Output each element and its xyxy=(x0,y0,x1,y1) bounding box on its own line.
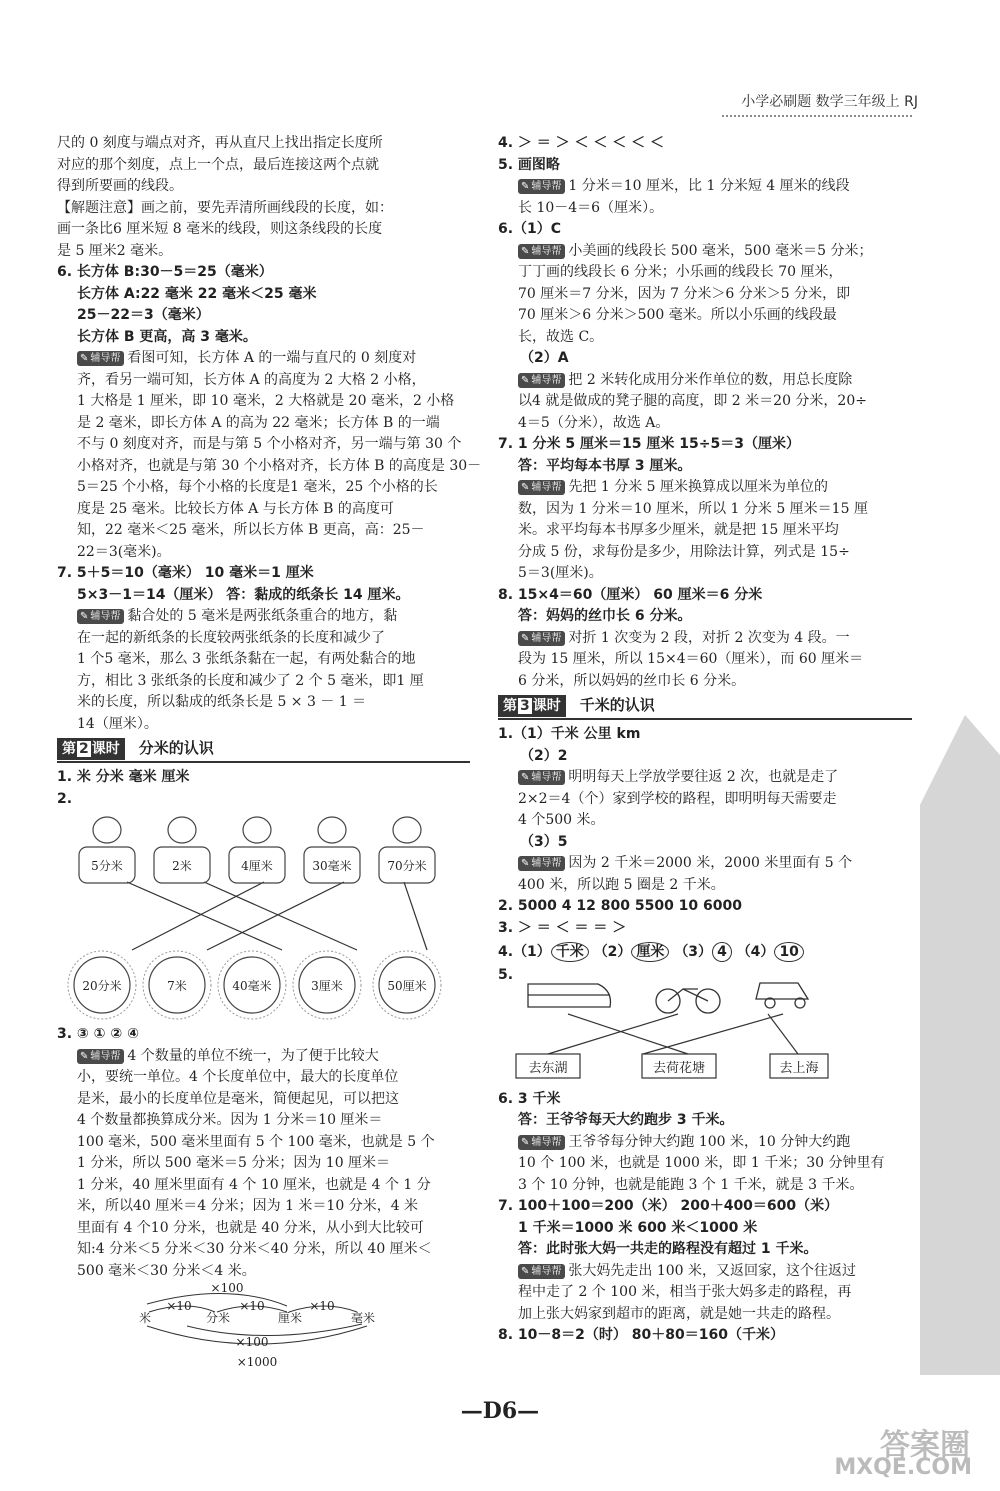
factor-label: ×10 xyxy=(309,1299,335,1313)
intro-paragraph xyxy=(57,133,470,262)
help-text: 6 分米，所以妈妈的丝巾长 6 分米。 xyxy=(518,672,746,689)
help-text: 1 分米，所以 500 毫米＝5 分米；因为 10 厘米＝ xyxy=(77,1155,391,1171)
help-text: 4 个数量都换算成分米。因为 1 分米＝10 厘米＝ xyxy=(77,1112,383,1128)
bee-card-label: 4厘米 xyxy=(241,859,273,873)
help-text: 5＝25 个小格，每个小格的长度是1 毫米，25 个小格的长 xyxy=(77,479,438,495)
lesson-tag: 第 3 课时 xyxy=(498,695,566,717)
circled-answer: 千米 xyxy=(551,942,589,962)
bee-card-label: 30毫米 xyxy=(312,859,352,873)
answer-line: 1 千米＝1000 米 600 米＜1000 米 xyxy=(518,1219,758,1236)
answer-line: 1.（1）千米 公里 km xyxy=(498,726,641,742)
help-text: 明明每天上学放学要往返 2 次，也就是走了 xyxy=(568,769,839,785)
car-icon xyxy=(756,983,808,999)
answer-line: 5. 画图略 xyxy=(498,156,560,173)
answer-line: 7. 100＋100＝200（米） 200＋400＝600（米） xyxy=(498,1198,839,1214)
help-text: 1 分米，40 厘米里面有 4 个 10 厘米，也就是 4 个 1 分 xyxy=(77,1176,431,1193)
help-text: 看图可知，长方体 A 的一端与直尺的 0 刻度对 xyxy=(127,350,417,366)
factor-label: ×10 xyxy=(166,1299,192,1313)
help-text: 方，相比 3 张纸条的长度和减少了 2 个 5 毫米，即1 厘 xyxy=(77,672,424,689)
section-header-lesson-3 xyxy=(498,694,912,720)
question-3 xyxy=(57,1024,470,1282)
answer-line: （3）5 xyxy=(520,833,568,850)
help-text: 王爷爷每分钟大约跑 100 米，10 分钟大约跑 xyxy=(568,1133,851,1150)
help-text: 在一起的新纸条的长度较两张纸条的长度和减少了 xyxy=(77,629,385,646)
help-text: 400 米，所以跑 5 圈是 2 千米。 xyxy=(518,876,725,893)
unit-label: 毫米 xyxy=(350,1311,375,1325)
help-text: 张大妈先走出 100 米，又返回家，这个往返过 xyxy=(568,1262,857,1279)
factor-label: ×10 xyxy=(239,1299,265,1313)
help-text: 长 10－4＝6（厘米）。 xyxy=(518,199,664,216)
page-number: —D6— xyxy=(460,1398,540,1424)
sun-label: 3厘米 xyxy=(311,979,343,993)
help-text: 5＝3(厘米)。 xyxy=(518,565,603,581)
answer-line: （2）A xyxy=(520,350,569,366)
unit-label: 米 xyxy=(138,1311,151,1325)
text-line: 是 5 厘米2 毫米。 xyxy=(57,242,173,259)
answer-line: 7. 5＋5＝10（毫米） 10 毫米＝1 厘米 xyxy=(57,565,314,581)
answer-line: 4. ＞ ＝ ＞ ＜ ＜ ＜ ＜ ＜ xyxy=(498,135,665,151)
text-line: 【解题注意】画之前，要先弄清所画线段的长度，如： xyxy=(57,199,393,216)
help-text: 对折 1 次变为 2 段，对折 2 次变为 4 段。一 xyxy=(568,629,850,646)
text-line: 画一条比6 厘米短 8 毫米的线段，则这条线段的长度 xyxy=(57,221,383,237)
help-icon: ✎ 辅导帮 xyxy=(518,856,565,871)
help-text: 段为 15 厘米，所以 15×4＝60（厘米），而 60 厘米＝ xyxy=(518,651,864,667)
help-text: 分成 5 份，求每份是多少，用除法计算，列式是 15÷ xyxy=(518,543,850,560)
help-text: 1 分米＝10 厘米，比 1 分米短 4 厘米的线段 xyxy=(568,178,850,194)
bee-card-label: 70分米 xyxy=(387,859,427,873)
help-text: 70 厘米＝7 分米，因为 7 分米＞6 分米＞5 分米，即 xyxy=(518,285,851,302)
answer-line: 6. 3 千米 xyxy=(498,1090,561,1107)
help-icon: ✎ 辅导帮 xyxy=(518,373,565,388)
help-text: 1 大格是 1 厘米，即 10 毫米，2 大格就是 20 毫米，2 小格 xyxy=(77,393,455,409)
help-text: 100 毫米，500 毫米里面有 5 个 100 毫米，也就是 5 个 xyxy=(77,1133,435,1150)
matching-figure-bees-suns xyxy=(57,810,470,1024)
answer-line: （2）2 xyxy=(520,747,568,764)
help-text: 小美画的线段长 500 毫米，500 毫米＝5 分米； xyxy=(568,242,873,259)
help-text: 是 2 毫米，即长方体 A 的高为 22 毫米；长方体 B 的一端 xyxy=(77,414,440,431)
help-text: 长，故选 C。 xyxy=(518,328,604,345)
book-title: 小学必刷题 数学三年级上 RJ xyxy=(741,94,918,110)
question-6 xyxy=(57,262,482,563)
help-icon: ✎ 辅导帮 xyxy=(518,1135,565,1150)
help-text: 4 个500 米。 xyxy=(518,812,605,828)
answer-line-circled: 4.（1） 千米 （2） 厘米 （3） 4 （4） 10 xyxy=(498,939,912,965)
answer-line: 6.（1）C xyxy=(498,221,562,237)
help-text: 知，22 毫米＜25 毫米，所以长方体 B 更高，高：25－ xyxy=(77,522,425,538)
help-icon: ✎ 辅导帮 xyxy=(518,631,565,646)
help-text: 度是 25 毫米。比较长方体 A 与长方体 B 的高度可 xyxy=(77,500,394,517)
help-text: 丁丁画的线段长 6 分米；小乐画的线段长 70 厘米， xyxy=(518,264,843,280)
help-text: 3 个 10 分钟，也就是能跑 3 个 1 千米，就是 3 千米。 xyxy=(518,1176,864,1193)
help-text: 2×2＝4（个）家到学校的路程，即明明每天需要走 xyxy=(518,790,837,807)
sun-label: 50厘米 xyxy=(387,979,427,993)
sun-label: 7米 xyxy=(167,979,187,993)
help-text: 数，因为 1 分米＝10 厘米，所以 1 分米 5 厘米＝15 厘 xyxy=(518,500,868,517)
help-icon: ✎ 辅导帮 xyxy=(518,1264,565,1279)
unit-label: 分米 xyxy=(205,1311,230,1325)
help-text: 程中走了 2 个 100 米，相当于张大妈多走的路程，再 xyxy=(518,1284,852,1300)
text-line: 对应的那个刻度，点上一个点，最后连接这两个点就 xyxy=(57,156,379,173)
help-text: 14（厘米）。 xyxy=(77,715,158,732)
help-text: 4 个数量的单位不统一，为了便于比较大 xyxy=(127,1047,379,1064)
help-icon: ✎ 辅导帮 xyxy=(77,351,124,366)
help-icon: ✎ 辅导帮 xyxy=(518,244,565,259)
watermark-url: MXQE.COM xyxy=(834,1455,972,1480)
answer-line: 5×3－1＝14（厘米） 答：黏成的纸条长 14 厘米。 xyxy=(77,586,410,603)
help-icon: ✎ 辅导帮 xyxy=(518,179,565,194)
help-icon: ✎ 辅导帮 xyxy=(77,1049,124,1064)
destination-label: 去荷花塘 xyxy=(652,1060,705,1076)
help-text: 把 2 米转化成用分米作单位的数，用总长度除 xyxy=(568,371,853,388)
help-icon: ✎ 辅导帮 xyxy=(518,770,565,785)
help-text: 齐，看另一端可知，长方体 A 的高度为 2 大格 2 小格， xyxy=(77,371,426,388)
lesson-title: 千米的认识 xyxy=(579,696,655,715)
lesson-title: 分米的认识 xyxy=(138,739,214,758)
help-text: 因为 2 千米＝2000 米，2000 米里面有 5 个 xyxy=(568,855,853,871)
bee-card-label: 5分米 xyxy=(91,859,123,873)
help-text: 22＝3(毫米)。 xyxy=(77,543,171,560)
answer-line: 8. 15×4＝60（厘米） 60 厘米＝6 分米 xyxy=(498,586,763,603)
answer-line: 5. xyxy=(498,967,514,983)
help-text: 是米，最小的长度单位是毫米，简便起见，可以把这 xyxy=(77,1090,399,1107)
destination-label: 去上海 xyxy=(779,1060,819,1076)
help-icon: ✎ 辅导帮 xyxy=(518,480,565,495)
help-text: 米，所以40 厘米＝4 分米；因为 1 米＝10 分米，4 米 xyxy=(77,1198,419,1214)
answer-line: 答：平均每本书厚 3 厘米。 xyxy=(518,457,692,474)
bee-card-label: 2米 xyxy=(172,859,192,873)
help-text: 不与 0 刻度对齐，而是与第 5 个小格对齐，另一端与第 30 个 xyxy=(77,436,462,452)
help-text: 1 个5 毫米，那么 3 张纸条黏在一起，有两处黏合的地 xyxy=(77,651,416,667)
factor-label: ×100 xyxy=(235,1335,269,1349)
answer-line: 8. 10－8＝2（时） 80＋80＝160（千米） xyxy=(498,1327,784,1343)
sun-label: 40毫米 xyxy=(232,979,272,993)
left-column xyxy=(57,133,482,1372)
circled-answer: 厘米 xyxy=(631,942,669,962)
circled-answer: 10 xyxy=(774,942,803,962)
unit-conversion-diagram xyxy=(57,1282,470,1372)
text-line: 得到所要画的线段。 xyxy=(57,178,183,194)
help-text: 黏合处的 5 毫米是两张纸条重合的地方，黏 xyxy=(127,608,398,624)
help-text: 米的长度，所以黏成的纸条长是 5 × 3 － 1 ＝ xyxy=(77,694,367,710)
help-text: 500 毫米＜30 分米＜4 米。 xyxy=(77,1262,256,1279)
help-text: 先把 1 分米 5 厘米换算成以厘米为单位的 xyxy=(568,479,829,495)
text-line: 尺的 0 刻度与端点对齐，再从直尺上找出指定长度所 xyxy=(57,135,383,151)
answer-line: 6. 长方体 B:30－5＝25（毫米） xyxy=(57,264,273,280)
help-text: 小格对齐，也就是与第 30 个小格对齐，长方体 B 的高度是 30－ xyxy=(77,457,482,474)
section-header-lesson-2 xyxy=(57,737,470,763)
answer-line: 3. ＞ ＝ ＜ ＝ ＝ ＞ xyxy=(498,919,627,936)
circled-answer: 4 xyxy=(712,942,732,962)
answer-line: 2. xyxy=(57,790,73,807)
right-column xyxy=(498,133,912,1347)
help-text: 70 厘米＞6 分米＞500 毫米。所以小乐画的线段最 xyxy=(518,307,837,323)
sun-label: 20分米 xyxy=(82,979,122,993)
destination-label: 去东湖 xyxy=(528,1060,568,1076)
answer-line: 25－22＝3（毫米） xyxy=(77,307,210,323)
watermark-logo: 答案圈 xyxy=(880,1428,970,1463)
answer-line: 答：此时张大妈一共走的路程没有超过 1 千米。 xyxy=(518,1241,818,1257)
vehicle-matching-figure xyxy=(498,969,912,1079)
help-text: 米。求平均每本书厚多少厘米，就是把 15 厘米平均 xyxy=(518,522,839,538)
help-text: 知:4 分米＜5 分米＜30 分米＜40 分米，所以 40 厘米＜ xyxy=(77,1241,432,1257)
answer-line: 2. 5000 4 12 800 5500 10 6000 xyxy=(498,898,743,914)
decorative-side-arrow xyxy=(920,715,1000,1375)
answer-line: 长方体 A:22 毫米 22 毫米＜25 毫米 xyxy=(77,285,317,302)
help-icon: ✎ 辅导帮 xyxy=(77,609,124,624)
factor-label: ×100 xyxy=(210,1281,244,1295)
help-text: 里面有 4 个10 分米，也就是 40 分米，从小到大比较可 xyxy=(77,1219,424,1236)
answer-line: 7. 1 分米 5 厘米＝15 厘米 15÷5＝3（厘米） xyxy=(498,436,800,452)
answer-line: 答：王爷爷每天大约跑步 3 千米。 xyxy=(518,1112,734,1128)
help-text: 加上张大妈家到超市的距离，就是她一共走的路程。 xyxy=(518,1305,840,1322)
header-divider xyxy=(722,115,912,117)
help-text: 小，要统一单位。4 个长度单位中，最大的长度单位 xyxy=(77,1069,399,1085)
answer-line: 长方体 B 更高，高 3 毫米。 xyxy=(77,328,257,345)
answer-line: 3. ③ ① ② ④ xyxy=(57,1026,139,1042)
unit-label: 厘米 xyxy=(277,1311,302,1325)
answer-line: 1. 米 分米 毫米 厘米 xyxy=(57,769,190,785)
factor-label: ×1000 xyxy=(236,1355,278,1369)
question-7 xyxy=(57,563,470,735)
help-text: 以4 就是做成的凳子腿的高度，即 2 米＝20 分米，20÷ xyxy=(518,393,867,409)
lesson-tag: 第 2 课时 xyxy=(57,738,125,760)
help-text: 10 个 100 米，也就是 1000 米，即 1 千米；30 分钟里有 xyxy=(518,1155,885,1171)
answer-line: 答：妈妈的丝巾长 6 分米。 xyxy=(518,608,692,624)
help-text: 4＝5（分米），故选 A。 xyxy=(518,414,670,431)
